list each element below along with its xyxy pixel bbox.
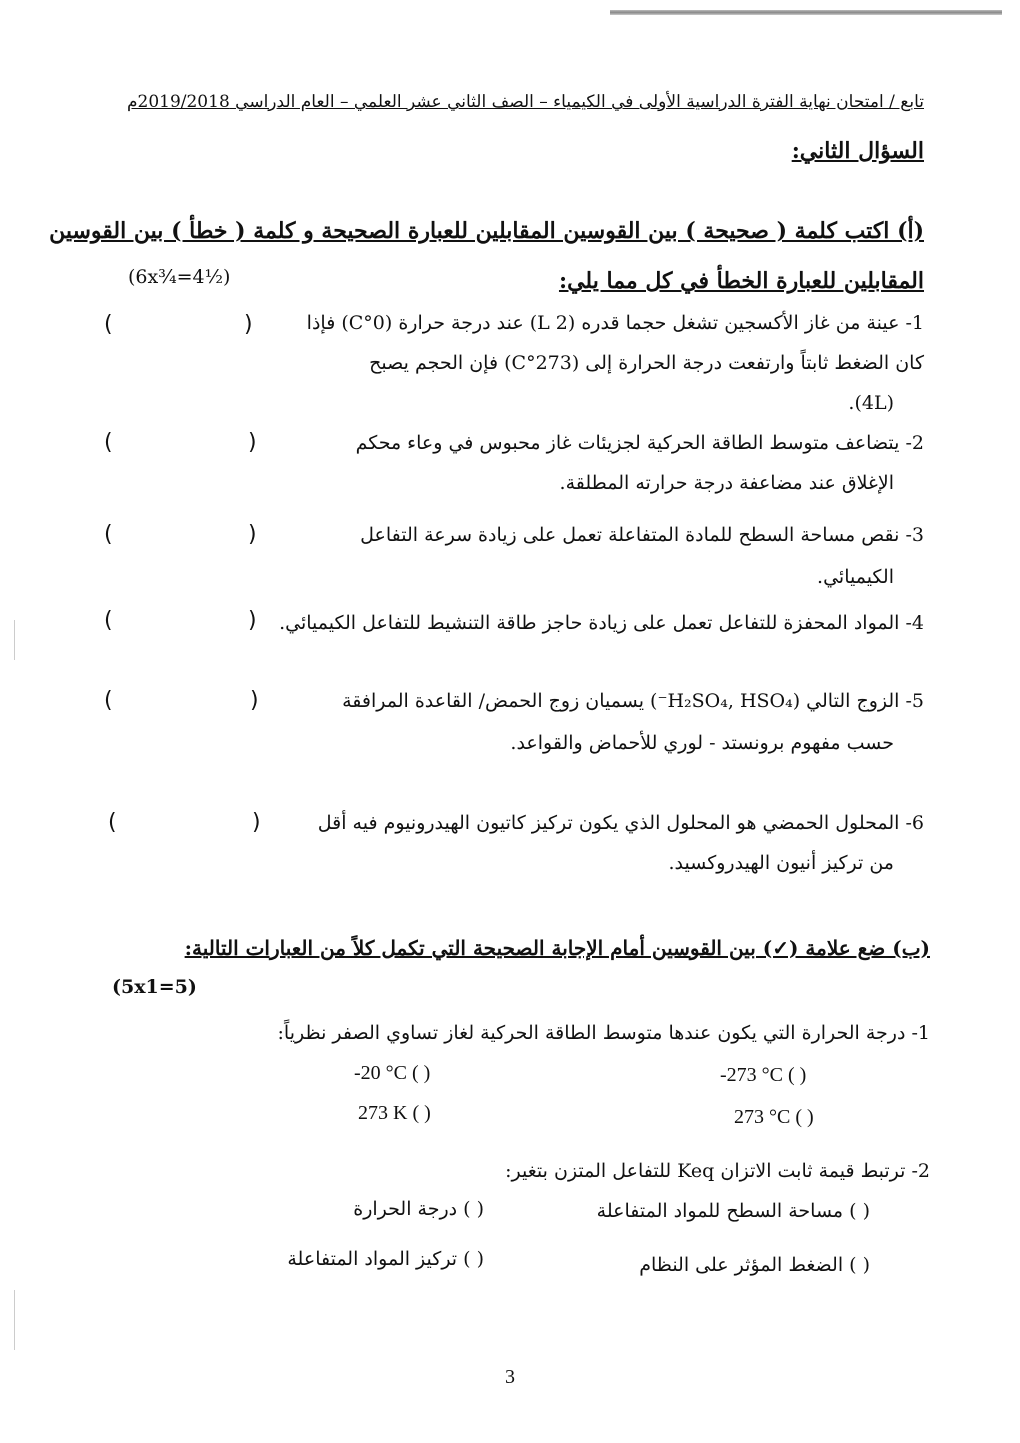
a-item-2-answer-close[interactable]: )	[248, 430, 257, 455]
section-b-marks: (5x1=5)	[112, 976, 197, 998]
section-a-marks: (6x¾=4½)	[128, 266, 231, 288]
a-item-1-answer-open[interactable]: (	[104, 312, 113, 337]
a-item-3-line-2: الكيميائي.	[817, 566, 894, 588]
a-item-2-answer-open[interactable]: (	[104, 430, 113, 455]
a-item-2-line-1: 2- يتضاعف متوسط الطاقة الحركية لجزيئات غاز محبوس في وعاء محكم	[355, 432, 924, 454]
b-q2-option-1[interactable]: ( ) مساحة السطح للمواد المتفاعلة	[596, 1200, 870, 1222]
a-item-6-answer-close[interactable]: )	[252, 810, 261, 835]
a-item-1-line-2: كان الضغط ثابتاً وارتفعت درجة الحرارة إلى (273°C) فإن الحجم يصبح	[369, 352, 924, 374]
scan-margin-mark	[14, 1290, 15, 1350]
page-number: 3	[505, 1366, 515, 1388]
b-q2-option-4[interactable]: ( ) تركيز المواد المتفاعلة	[287, 1248, 484, 1270]
b-q2-option-2[interactable]: ( ) درجة الحرارة	[353, 1198, 484, 1220]
b-q1-option-3[interactable]: 273 °C ( )	[734, 1106, 814, 1128]
a-item-4-answer-open[interactable]: (	[104, 608, 113, 633]
a-item-6-answer-open[interactable]: (	[108, 810, 117, 835]
a-item-5-answer-open[interactable]: (	[104, 688, 113, 713]
a-item-6-line-2: من تركيز أنيون الهيدروكسيد.	[668, 852, 894, 874]
a-item-1-line-1: 1- عينة من غاز الأكسجين تشغل حجما قدره (2 L) عند درجة حرارة (0°C) فإذا	[306, 312, 924, 334]
question-title: السؤال الثاني:	[791, 138, 924, 164]
a-item-5-line-2: حسب مفهوم برونستد - لوري للأحماض والقواعد.	[510, 732, 894, 754]
a-item-3-answer-close[interactable]: )	[248, 522, 257, 547]
a-item-2-line-2: الإغلاق عند مضاعفة درجة حرارته المطلقة.	[559, 472, 894, 494]
b-q2-stem: 2- ترتبط قيمة ثابت الاتزان Keq للتفاعل المتزن بتغير:	[505, 1160, 930, 1182]
a-item-3-line-1: 3- نقص مساحة السطح للمادة المتفاعلة تعمل على زيادة سرعة التفاعل	[360, 524, 924, 546]
a-item-6-line-1: 6- المحلول الحمضي هو المحلول الذي يكون تركيز كاتيون الهيدرونيوم فيه أقل	[317, 812, 924, 834]
a-item-1-line-3: (4L).	[848, 392, 894, 414]
b-q1-option-2[interactable]: -20 °C ( )	[354, 1062, 431, 1084]
section-b-instruction: (ب) ضع علامة (✓) بين القوسين أمام الإجابة الصحيحة التي تكمل كلاً من العبارات التالية:	[184, 936, 930, 960]
a-item-5-line-1: 5- الزوج التالي (H₂SO₄, HSO₄⁻) يسميان زوج الحمض/ القاعدة المرافقة	[342, 690, 924, 712]
section-a-instruction-1: (أ) اكتب كلمة ( صحيحة ) بين القوسين المقابلين للعبارة الصحيحة و كلمة ( خطأ ) بين القوسين	[49, 218, 924, 244]
section-a-instruction-2: المقابلين للعبارة الخطأ في كل مما يلي:	[558, 268, 924, 294]
scan-edge-bar	[610, 10, 1002, 15]
b-q1-stem: 1- درجة الحرارة التي يكون عندها متوسط الطاقة الحركية لغاز تساوي الصفر نظرياً:	[277, 1022, 930, 1044]
exam-header: تابع / امتحان نهاية الفترة الدراسية الأولى في الكيمياء – الصف الثاني عشر العلمي – العام الدراسي 2019/2018م	[126, 92, 924, 112]
a-item-3-answer-open[interactable]: (	[104, 522, 113, 547]
b-q2-option-3[interactable]: ( ) الضغط المؤثر على النظام	[639, 1254, 870, 1276]
b-q1-option-1[interactable]: -273 °C ( )	[720, 1064, 807, 1086]
a-item-4-answer-close[interactable]: )	[248, 608, 257, 633]
a-item-1-answer-close[interactable]: )	[244, 312, 253, 337]
b-q1-option-4[interactable]: 273 K ( )	[358, 1102, 431, 1124]
a-item-4-line-1: 4- المواد المحفزة للتفاعل تعمل على زيادة حاجز طاقة التنشيط للتفاعل الكيميائي.	[279, 612, 924, 634]
scan-margin-mark	[14, 620, 15, 660]
a-item-5-answer-close[interactable]: )	[250, 688, 259, 713]
